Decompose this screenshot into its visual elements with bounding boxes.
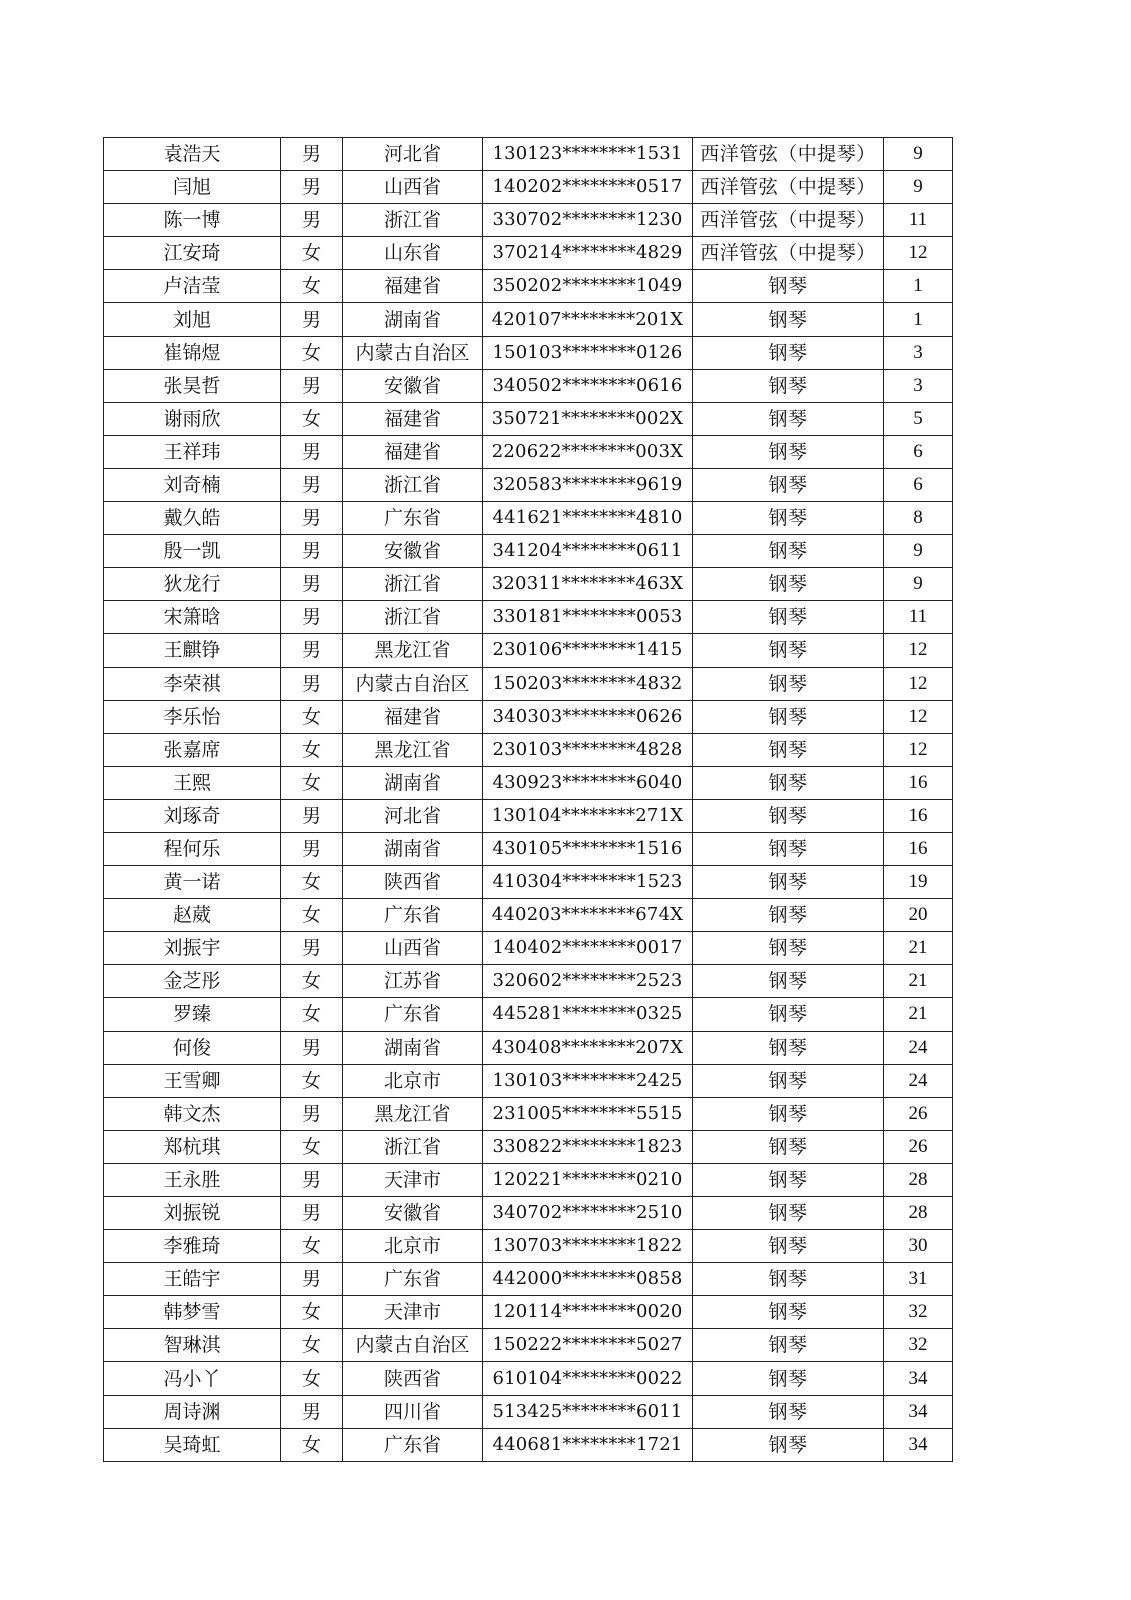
id-number-cell: 410304********1523 [483, 866, 693, 899]
student-name-cell: 罗臻 [104, 998, 281, 1031]
gender-cell: 男 [281, 601, 343, 634]
province-cell: 广东省 [343, 1263, 483, 1296]
student-name-cell: 王皓宇 [104, 1263, 281, 1296]
id-number-cell: 220622********003X [483, 435, 693, 468]
gender-cell: 女 [281, 866, 343, 899]
rank-cell: 9 [884, 535, 953, 568]
gender-cell: 男 [281, 1263, 343, 1296]
rank-cell: 12 [884, 634, 953, 667]
province-cell: 广东省 [343, 1428, 483, 1461]
major-cell: 钢琴 [693, 1362, 884, 1395]
id-number-cell: 150203********4832 [483, 667, 693, 700]
gender-cell: 女 [281, 270, 343, 303]
student-name-cell: 崔锦煜 [104, 336, 281, 369]
gender-cell: 男 [281, 435, 343, 468]
major-cell: 钢琴 [693, 634, 884, 667]
province-cell: 浙江省 [343, 1130, 483, 1163]
gender-cell: 男 [281, 832, 343, 865]
rank-cell: 21 [884, 998, 953, 1031]
gender-cell: 女 [281, 998, 343, 1031]
major-cell: 钢琴 [693, 369, 884, 402]
province-cell: 江苏省 [343, 965, 483, 998]
gender-cell: 女 [281, 1064, 343, 1097]
table-row [104, 1031, 953, 1064]
table-row [104, 700, 953, 733]
gender-cell: 男 [281, 667, 343, 700]
student-name-cell: 李乐怡 [104, 700, 281, 733]
id-number-cell: 445281********0325 [483, 998, 693, 1031]
roster-body [104, 138, 953, 1462]
rank-cell: 32 [884, 1329, 953, 1362]
table-row [104, 138, 953, 171]
rank-cell: 3 [884, 336, 953, 369]
student-name-cell: 袁浩天 [104, 138, 281, 171]
major-cell: 西洋管弦（中提琴） [693, 237, 884, 270]
major-cell: 钢琴 [693, 700, 884, 733]
table-row [104, 667, 953, 700]
gender-cell: 女 [281, 402, 343, 435]
student-name-cell: 何俊 [104, 1031, 281, 1064]
province-cell: 山西省 [343, 932, 483, 965]
rank-cell: 12 [884, 700, 953, 733]
table-row [104, 1428, 953, 1461]
rank-cell: 28 [884, 1163, 953, 1196]
student-name-cell: 吴琦虹 [104, 1428, 281, 1461]
id-number-cell: 320602********2523 [483, 965, 693, 998]
student-name-cell: 李雅琦 [104, 1230, 281, 1263]
id-number-cell: 340303********0626 [483, 700, 693, 733]
table-row [104, 1097, 953, 1130]
major-cell: 钢琴 [693, 866, 884, 899]
province-cell: 安徽省 [343, 1197, 483, 1230]
table-row [104, 799, 953, 832]
province-cell: 湖南省 [343, 832, 483, 865]
table-row [104, 171, 953, 204]
student-name-cell: 王永胜 [104, 1163, 281, 1196]
major-cell: 钢琴 [693, 468, 884, 501]
gender-cell: 男 [281, 932, 343, 965]
rank-cell: 12 [884, 667, 953, 700]
major-cell: 钢琴 [693, 1197, 884, 1230]
table-row [104, 204, 953, 237]
student-name-cell: 卢洁莹 [104, 270, 281, 303]
province-cell: 陕西省 [343, 1362, 483, 1395]
gender-cell: 男 [281, 303, 343, 336]
gender-cell: 男 [281, 468, 343, 501]
table-row [104, 1296, 953, 1329]
rank-cell: 34 [884, 1395, 953, 1428]
major-cell: 钢琴 [693, 1230, 884, 1263]
table-row [104, 270, 953, 303]
id-number-cell: 130123********1531 [483, 138, 693, 171]
rank-cell: 24 [884, 1031, 953, 1064]
gender-cell: 男 [281, 634, 343, 667]
major-cell: 钢琴 [693, 502, 884, 535]
student-name-cell: 宋箫晗 [104, 601, 281, 634]
major-cell: 钢琴 [693, 965, 884, 998]
gender-cell: 男 [281, 369, 343, 402]
rank-cell: 31 [884, 1263, 953, 1296]
student-name-cell: 闫旭 [104, 171, 281, 204]
province-cell: 浙江省 [343, 468, 483, 501]
table-row [104, 965, 953, 998]
major-cell: 钢琴 [693, 1031, 884, 1064]
gender-cell: 女 [281, 733, 343, 766]
gender-cell: 女 [281, 1230, 343, 1263]
province-cell: 浙江省 [343, 568, 483, 601]
student-name-cell: 赵葳 [104, 899, 281, 932]
major-cell: 钢琴 [693, 832, 884, 865]
province-cell: 安徽省 [343, 535, 483, 568]
gender-cell: 男 [281, 535, 343, 568]
id-number-cell: 420107********201X [483, 303, 693, 336]
id-number-cell: 130703********1822 [483, 1230, 693, 1263]
student-name-cell: 周诗渊 [104, 1395, 281, 1428]
rank-cell: 20 [884, 899, 953, 932]
roster-table [103, 137, 953, 1462]
province-cell: 福建省 [343, 270, 483, 303]
gender-cell: 男 [281, 1163, 343, 1196]
province-cell: 河北省 [343, 799, 483, 832]
table-row [104, 1230, 953, 1263]
id-number-cell: 430408********207X [483, 1031, 693, 1064]
gender-cell: 女 [281, 1329, 343, 1362]
major-cell: 西洋管弦（中提琴） [693, 138, 884, 171]
table-row [104, 1064, 953, 1097]
province-cell: 福建省 [343, 402, 483, 435]
rank-cell: 21 [884, 932, 953, 965]
table-row [104, 1263, 953, 1296]
gender-cell: 男 [281, 1197, 343, 1230]
id-number-cell: 150103********0126 [483, 336, 693, 369]
id-number-cell: 330702********1230 [483, 204, 693, 237]
rank-cell: 3 [884, 369, 953, 402]
major-cell: 钢琴 [693, 1329, 884, 1362]
major-cell: 钢琴 [693, 667, 884, 700]
gender-cell: 女 [281, 1362, 343, 1395]
id-number-cell: 341204********0611 [483, 535, 693, 568]
table-row [104, 1329, 953, 1362]
major-cell: 钢琴 [693, 1395, 884, 1428]
province-cell: 湖南省 [343, 1031, 483, 1064]
table-row [104, 568, 953, 601]
rank-cell: 9 [884, 568, 953, 601]
id-number-cell: 130103********2425 [483, 1064, 693, 1097]
rank-cell: 24 [884, 1064, 953, 1097]
province-cell: 湖南省 [343, 766, 483, 799]
province-cell: 天津市 [343, 1163, 483, 1196]
student-name-cell: 智琳淇 [104, 1329, 281, 1362]
table-row [104, 1395, 953, 1428]
id-number-cell: 150222********5027 [483, 1329, 693, 1362]
province-cell: 湖南省 [343, 303, 483, 336]
student-name-cell: 刘振宇 [104, 932, 281, 965]
gender-cell: 女 [281, 336, 343, 369]
province-cell: 内蒙古自治区 [343, 336, 483, 369]
rank-cell: 12 [884, 733, 953, 766]
rank-cell: 16 [884, 799, 953, 832]
table-row [104, 1362, 953, 1395]
table-row [104, 601, 953, 634]
student-name-cell: 陈一博 [104, 204, 281, 237]
id-number-cell: 330822********1823 [483, 1130, 693, 1163]
id-number-cell: 440681********1721 [483, 1428, 693, 1461]
gender-cell: 女 [281, 899, 343, 932]
gender-cell: 女 [281, 237, 343, 270]
province-cell: 山西省 [343, 171, 483, 204]
gender-cell: 男 [281, 502, 343, 535]
table-row [104, 1163, 953, 1196]
id-number-cell: 340502********0616 [483, 369, 693, 402]
gender-cell: 男 [281, 1097, 343, 1130]
gender-cell: 男 [281, 138, 343, 171]
gender-cell: 女 [281, 766, 343, 799]
major-cell: 钢琴 [693, 402, 884, 435]
province-cell: 福建省 [343, 700, 483, 733]
student-name-cell: 王麒铮 [104, 634, 281, 667]
province-cell: 黑龙江省 [343, 634, 483, 667]
province-cell: 河北省 [343, 138, 483, 171]
major-cell: 钢琴 [693, 733, 884, 766]
id-number-cell: 320311********463X [483, 568, 693, 601]
student-name-cell: 王祥玮 [104, 435, 281, 468]
table-row [104, 402, 953, 435]
rank-cell: 21 [884, 965, 953, 998]
province-cell: 内蒙古自治区 [343, 1329, 483, 1362]
major-cell: 钢琴 [693, 899, 884, 932]
province-cell: 山东省 [343, 237, 483, 270]
student-name-cell: 金芝彤 [104, 965, 281, 998]
id-number-cell: 130104********271X [483, 799, 693, 832]
table-row [104, 336, 953, 369]
rank-cell: 12 [884, 237, 953, 270]
id-number-cell: 350721********002X [483, 402, 693, 435]
student-name-cell: 刘振锐 [104, 1197, 281, 1230]
province-cell: 陕西省 [343, 866, 483, 899]
id-number-cell: 440203********674X [483, 899, 693, 932]
table-row [104, 468, 953, 501]
rank-cell: 11 [884, 601, 953, 634]
id-number-cell: 320583********9619 [483, 468, 693, 501]
id-number-cell: 120221********0210 [483, 1163, 693, 1196]
id-number-cell: 140202********0517 [483, 171, 693, 204]
gender-cell: 男 [281, 1395, 343, 1428]
rank-cell: 6 [884, 468, 953, 501]
rank-cell: 19 [884, 866, 953, 899]
rank-cell: 8 [884, 502, 953, 535]
province-cell: 浙江省 [343, 204, 483, 237]
major-cell: 西洋管弦（中提琴） [693, 204, 884, 237]
major-cell: 钢琴 [693, 1064, 884, 1097]
rank-cell: 26 [884, 1130, 953, 1163]
table-row [104, 634, 953, 667]
province-cell: 黑龙江省 [343, 733, 483, 766]
major-cell: 钢琴 [693, 1263, 884, 1296]
province-cell: 四川省 [343, 1395, 483, 1428]
student-name-cell: 狄龙行 [104, 568, 281, 601]
gender-cell: 女 [281, 1130, 343, 1163]
student-name-cell: 郑杭琪 [104, 1130, 281, 1163]
table-row [104, 766, 953, 799]
student-name-cell: 王熙 [104, 766, 281, 799]
major-cell: 西洋管弦（中提琴） [693, 171, 884, 204]
major-cell: 钢琴 [693, 568, 884, 601]
table-row [104, 435, 953, 468]
province-cell: 广东省 [343, 899, 483, 932]
gender-cell: 女 [281, 700, 343, 733]
rank-cell: 1 [884, 270, 953, 303]
major-cell: 钢琴 [693, 766, 884, 799]
student-name-cell: 黄一诺 [104, 866, 281, 899]
student-name-cell: 王雪卿 [104, 1064, 281, 1097]
province-cell: 北京市 [343, 1064, 483, 1097]
province-cell: 广东省 [343, 998, 483, 1031]
gender-cell: 女 [281, 965, 343, 998]
student-name-cell: 谢雨欣 [104, 402, 281, 435]
student-name-cell: 刘琢奇 [104, 799, 281, 832]
province-cell: 黑龙江省 [343, 1097, 483, 1130]
rank-cell: 30 [884, 1230, 953, 1263]
id-number-cell: 340702********2510 [483, 1197, 693, 1230]
table-row [104, 303, 953, 336]
id-number-cell: 231005********5515 [483, 1097, 693, 1130]
major-cell: 钢琴 [693, 535, 884, 568]
id-number-cell: 513425********6011 [483, 1395, 693, 1428]
student-name-cell: 韩梦雪 [104, 1296, 281, 1329]
student-name-cell: 刘奇楠 [104, 468, 281, 501]
table-row [104, 932, 953, 965]
student-name-cell: 刘旭 [104, 303, 281, 336]
major-cell: 钢琴 [693, 932, 884, 965]
province-cell: 广东省 [343, 502, 483, 535]
table-row [104, 502, 953, 535]
rank-cell: 28 [884, 1197, 953, 1230]
student-name-cell: 韩文杰 [104, 1097, 281, 1130]
major-cell: 钢琴 [693, 1130, 884, 1163]
gender-cell: 女 [281, 1428, 343, 1461]
major-cell: 钢琴 [693, 336, 884, 369]
id-number-cell: 442000********0858 [483, 1263, 693, 1296]
province-cell: 安徽省 [343, 369, 483, 402]
province-cell: 北京市 [343, 1230, 483, 1263]
major-cell: 钢琴 [693, 998, 884, 1031]
table-row [104, 866, 953, 899]
id-number-cell: 370214********4829 [483, 237, 693, 270]
gender-cell: 男 [281, 204, 343, 237]
table-row [104, 832, 953, 865]
id-number-cell: 441621********4810 [483, 502, 693, 535]
table-row [104, 1197, 953, 1230]
table-row [104, 237, 953, 270]
rank-cell: 5 [884, 402, 953, 435]
student-name-cell: 冯小丫 [104, 1362, 281, 1395]
student-name-cell: 张昊哲 [104, 369, 281, 402]
major-cell: 钢琴 [693, 270, 884, 303]
province-cell: 内蒙古自治区 [343, 667, 483, 700]
id-number-cell: 230103********4828 [483, 733, 693, 766]
id-number-cell: 330181********0053 [483, 601, 693, 634]
table-row [104, 535, 953, 568]
major-cell: 钢琴 [693, 1097, 884, 1130]
rank-cell: 6 [884, 435, 953, 468]
student-name-cell: 江安琦 [104, 237, 281, 270]
rank-cell: 9 [884, 171, 953, 204]
table-row [104, 899, 953, 932]
student-name-cell: 张嘉席 [104, 733, 281, 766]
gender-cell: 男 [281, 799, 343, 832]
major-cell: 钢琴 [693, 435, 884, 468]
student-name-cell: 殷一凯 [104, 535, 281, 568]
rank-cell: 11 [884, 204, 953, 237]
major-cell: 钢琴 [693, 1163, 884, 1196]
gender-cell: 男 [281, 1031, 343, 1064]
id-number-cell: 230106********1415 [483, 634, 693, 667]
id-number-cell: 350202********1049 [483, 270, 693, 303]
table-row [104, 369, 953, 402]
rank-cell: 16 [884, 766, 953, 799]
major-cell: 钢琴 [693, 799, 884, 832]
id-number-cell: 120114********0020 [483, 1296, 693, 1329]
table-row [104, 998, 953, 1031]
student-name-cell: 戴久皓 [104, 502, 281, 535]
gender-cell: 男 [281, 171, 343, 204]
id-number-cell: 430923********6040 [483, 766, 693, 799]
major-cell: 钢琴 [693, 601, 884, 634]
id-number-cell: 610104********0022 [483, 1362, 693, 1395]
major-cell: 钢琴 [693, 1428, 884, 1461]
gender-cell: 男 [281, 568, 343, 601]
id-number-cell: 430105********1516 [483, 832, 693, 865]
gender-cell: 女 [281, 1296, 343, 1329]
rank-cell: 32 [884, 1296, 953, 1329]
province-cell: 天津市 [343, 1296, 483, 1329]
province-cell: 浙江省 [343, 601, 483, 634]
major-cell: 钢琴 [693, 303, 884, 336]
rank-cell: 34 [884, 1428, 953, 1461]
table-row [104, 1130, 953, 1163]
rank-cell: 34 [884, 1362, 953, 1395]
province-cell: 福建省 [343, 435, 483, 468]
student-name-cell: 李荣祺 [104, 667, 281, 700]
rank-cell: 1 [884, 303, 953, 336]
rank-cell: 9 [884, 138, 953, 171]
rank-cell: 26 [884, 1097, 953, 1130]
rank-cell: 16 [884, 832, 953, 865]
table-row [104, 733, 953, 766]
student-name-cell: 程何乐 [104, 832, 281, 865]
major-cell: 钢琴 [693, 1296, 884, 1329]
id-number-cell: 140402********0017 [483, 932, 693, 965]
